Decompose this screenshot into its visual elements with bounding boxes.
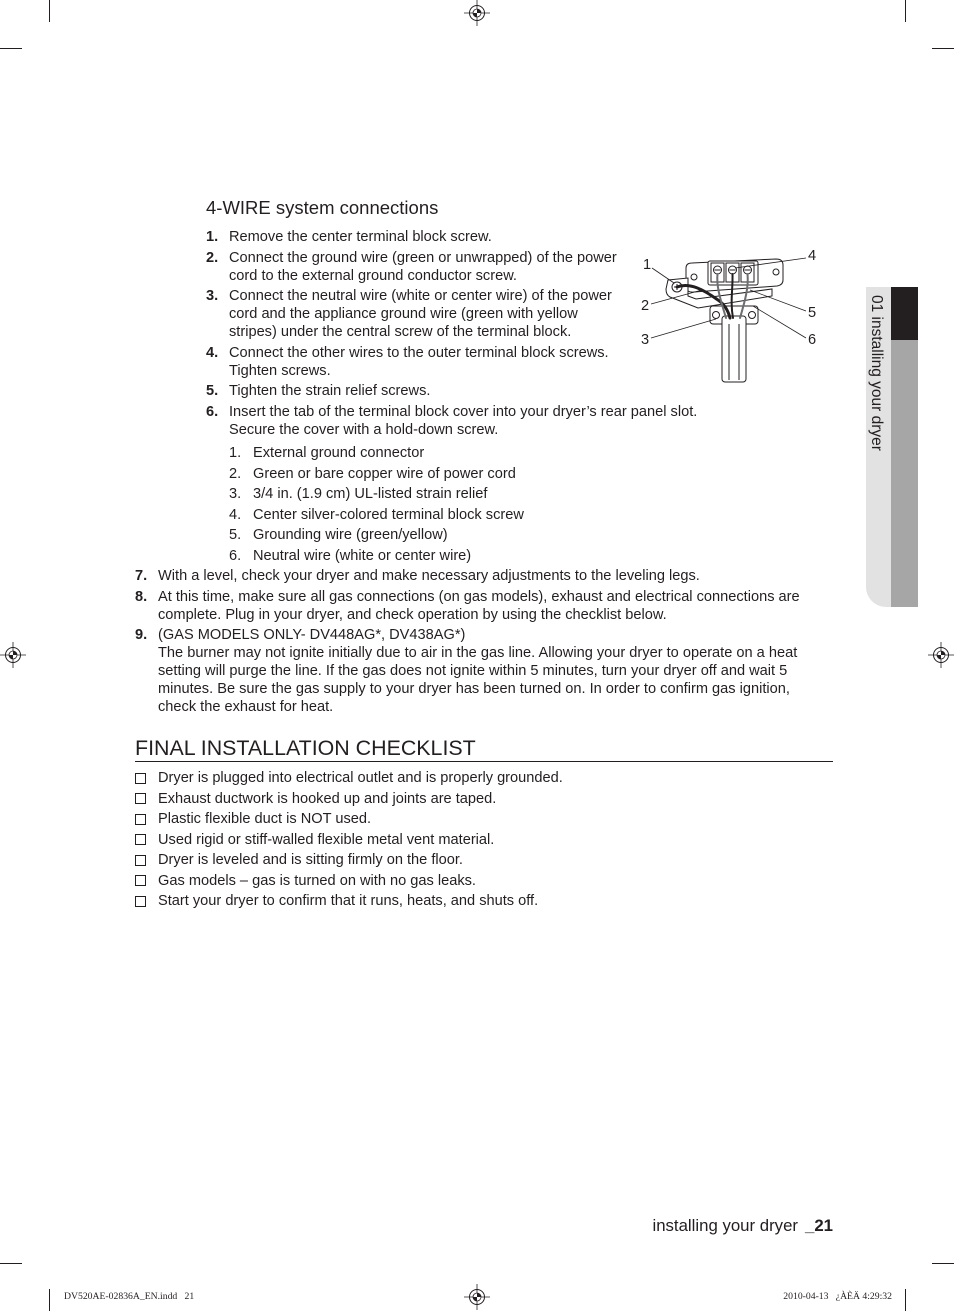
footer-section-title: installing your dryer [652, 1216, 798, 1235]
crop-mark-top-left-horizontal [0, 48, 22, 49]
step-text: At this time, make sure all gas connections (on gas models), exhaust and electrical connections are complete. Plug in your dryer, and check operation by using the checklist below. [158, 588, 800, 623]
step-number: 6. [206, 403, 219, 420]
legend-number: 6. [229, 547, 242, 564]
checklist-text: Exhaust ductwork is hooked up and joints are taped. [158, 790, 497, 807]
checklist-heading: FINAL INSTALLATION CHECKLIST [135, 735, 833, 762]
diagram-callout-1: 1 [642, 257, 652, 273]
checklist-text: Used rigid or stiff-walled flexible metal vent material. [158, 831, 495, 848]
legend-item-4 [229, 506, 524, 524]
checkbox-icon [135, 793, 146, 804]
checklist-text: Gas models – gas is turned on with no gas leaks. [158, 872, 476, 889]
registration-mark-icon [464, 1284, 490, 1310]
step-text: Connect the ground wire (green or unwrapped) of the power cord to the external ground conductor screw. [229, 249, 617, 284]
step-text: Connect the neutral wire (white or center wire) of the power cord and the appliance ground wire (green with yellow stripes) under the central screw of the terminal block. [229, 288, 612, 341]
registration-mark-icon [928, 642, 954, 668]
step-number: 8. [135, 588, 148, 605]
print-slug-file: DV520AE-02836A_EN.indd 21 [64, 1291, 195, 1302]
page-footer [652, 1215, 833, 1237]
diagram-legend-list [229, 444, 524, 568]
legend-item-5 [229, 526, 524, 544]
crop-mark-bottom-right-vertical [905, 1289, 906, 1311]
chapter-tab [866, 287, 918, 607]
legend-item-2 [229, 465, 524, 483]
checklist-item [135, 831, 563, 849]
checklist-item [135, 892, 563, 910]
checklist-item [135, 851, 563, 869]
step-item-3 [206, 287, 697, 341]
step-number: 3. [206, 288, 219, 305]
legend-number: 4. [229, 506, 242, 523]
step-item-6 [206, 403, 697, 439]
step-item-7 [135, 567, 800, 585]
terminal-block-diagram [636, 244, 826, 384]
crop-mark-top-right-horizontal [932, 48, 954, 49]
step-number: 1. [206, 229, 219, 245]
step-text: With a level, check your dryer and make necessary adjustments to the leveling legs. [158, 568, 700, 584]
power-cord [722, 316, 746, 382]
step-item-5 [206, 382, 697, 400]
crop-mark-top-left-vertical [49, 0, 50, 22]
chapter-tab-label: 01 installing your dryer [868, 295, 885, 451]
checkbox-icon [135, 855, 146, 866]
diagram-callout-5: 5 [807, 305, 817, 321]
checklist-text: Plastic flexible duct is NOT used. [158, 811, 372, 827]
checklist-item [135, 790, 563, 808]
legend-number: 1. [229, 445, 242, 461]
legend-number: 2. [229, 465, 242, 482]
diagram-callout-6: 6 [807, 332, 817, 348]
step-item-4 [206, 344, 697, 380]
checklist-item [135, 810, 563, 828]
legend-item-6 [229, 547, 524, 565]
checklist-text: Dryer is plugged into electrical outlet and is properly grounded. [158, 770, 563, 786]
step-number: 9. [135, 627, 148, 644]
wiring-steps-list [206, 228, 697, 442]
step-number: 7. [135, 568, 148, 584]
final-steps-list [135, 567, 800, 719]
page-number: _21 [805, 1216, 833, 1235]
step-item-2 [206, 249, 697, 285]
diagram-callout-2: 2 [640, 298, 650, 314]
checklist-item [135, 769, 563, 787]
legend-text: Neutral wire (white or center wire) [253, 547, 472, 564]
chapter-tab-marker [891, 287, 918, 340]
step-item-1 [206, 228, 697, 246]
crop-mark-bottom-left-horizontal [0, 1263, 22, 1264]
legend-text: Green or bare copper wire of power cord [253, 465, 516, 482]
diagram-callout-3: 3 [640, 332, 650, 348]
crop-mark-bottom-right-horizontal [932, 1263, 954, 1264]
registration-mark-icon [0, 642, 26, 668]
checkbox-icon [135, 896, 146, 907]
section-heading: 4-WIRE system connections [206, 197, 439, 218]
print-slug-timestamp: 2010-04-13 ¿ÀÈÄ 4:29:32 [783, 1291, 892, 1302]
step-text: Insert the tab of the terminal block cover into your dryer’s rear panel slot. Secure the cover with a hold-down screw. [229, 403, 698, 438]
checklist-text: Start your dryer to confirm that it runs, heats, and shuts off. [158, 893, 539, 909]
legend-number: 3. [229, 486, 242, 503]
step-text: Connect the other wires to the outer terminal block screws. Tighten screws. [229, 344, 609, 379]
step-item-9 [135, 626, 800, 716]
legend-text: External ground connector [253, 445, 425, 461]
registration-mark-icon [464, 0, 490, 26]
crop-mark-top-right-vertical [905, 0, 906, 22]
legend-text: Grounding wire (green/yellow) [253, 527, 448, 544]
step-number: 4. [206, 344, 219, 361]
checkbox-icon [135, 875, 146, 886]
legend-text: Center silver-colored terminal block screw [253, 506, 524, 523]
legend-item-1 [229, 444, 524, 462]
checklist-item [135, 872, 563, 890]
step-text: Tighten the strain relief screws. [229, 383, 431, 400]
legend-number: 5. [229, 527, 242, 544]
step-number: 2. [206, 249, 219, 266]
step-item-8 [135, 588, 800, 624]
crop-mark-bottom-left-vertical [49, 1289, 50, 1311]
step-number: 5. [206, 383, 219, 400]
checkbox-icon [135, 834, 146, 845]
step-text: (GAS MODELS ONLY- DV448AG*, DV438AG*) The burner may not ignite initially due to air in the gas line. Allowing your dryer to operate on a heat setting will purge the line. If the gas does not ignite within 5 minutes, turn your dryer off and wait 5 minutes. Be sure the gas supply to your dryer has been turned on. In order to confirm gas ignition, check the exhaust for heat. [158, 627, 798, 716]
checkbox-icon [135, 773, 146, 784]
legend-item-3 [229, 485, 524, 503]
installation-checklist [135, 769, 563, 913]
legend-text: 3/4 in. (1.9 cm) UL-listed strain relief [253, 486, 488, 503]
diagram-callout-4: 4 [807, 248, 817, 264]
step-text: Remove the center terminal block screw. [229, 229, 492, 245]
checklist-text: Dryer is leveled and is sitting firmly on the floor. [158, 852, 463, 868]
checkbox-icon [135, 814, 146, 825]
